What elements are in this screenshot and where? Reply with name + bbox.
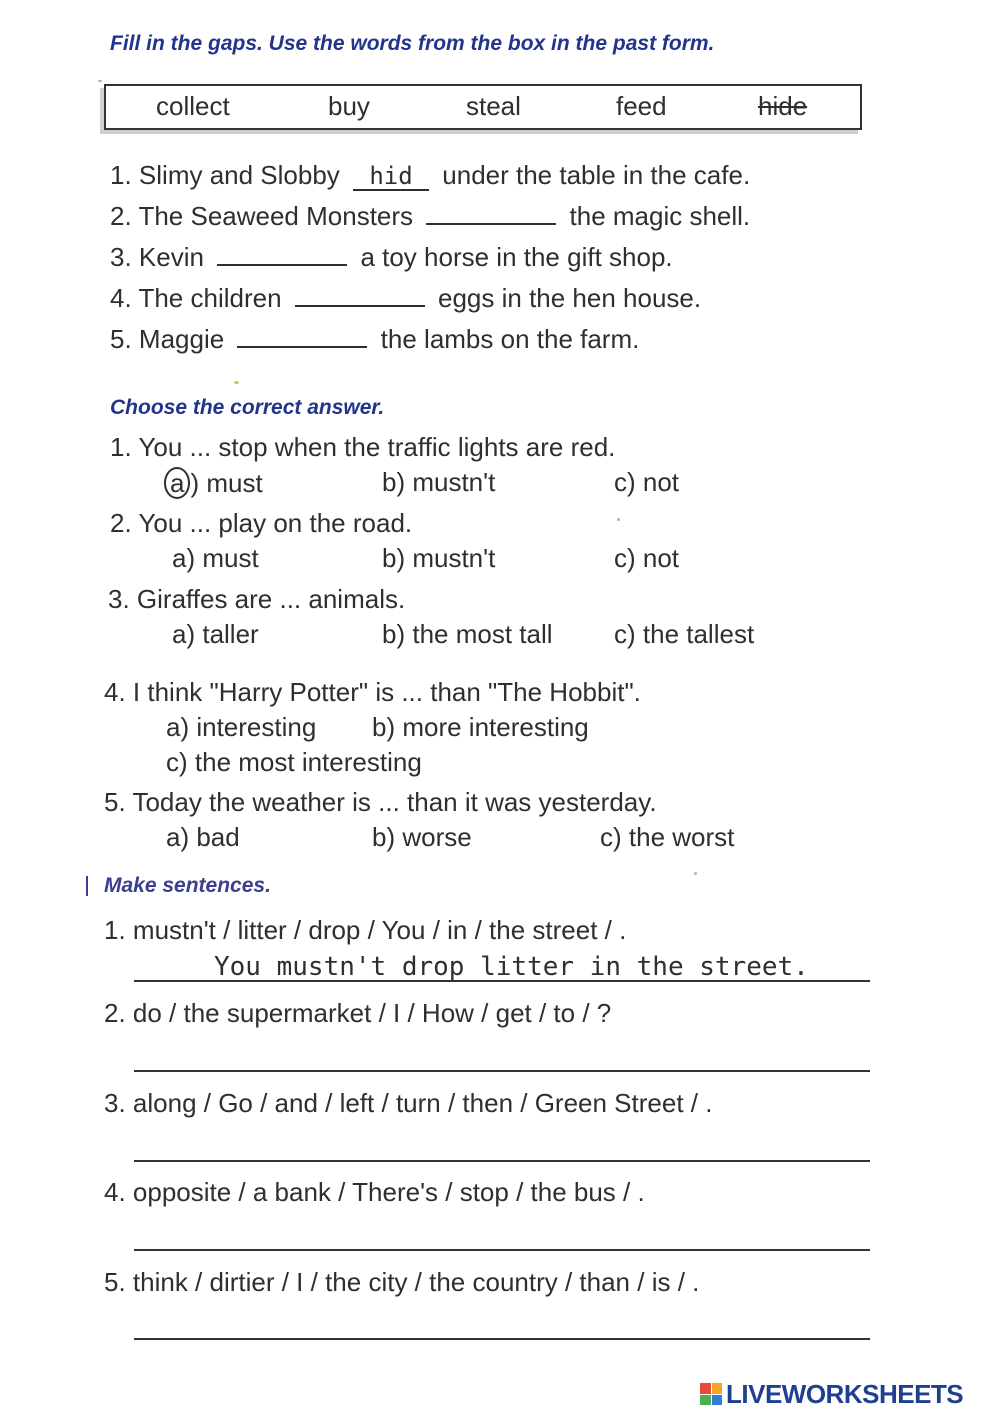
option-c[interactable]: c) not <box>614 543 680 573</box>
option-text: ) must <box>190 468 263 498</box>
gap-blank[interactable] <box>217 242 347 266</box>
item-text: the magic shell. <box>569 201 751 231</box>
gap-item <box>110 324 639 355</box>
scan-speck <box>694 872 697 875</box>
option-c[interactable]: c) the tallest <box>614 619 755 649</box>
scan-speck <box>234 381 239 384</box>
box-word: feed <box>616 91 667 121</box>
sentence-prompt: 1. mustn't / litter / drop / You / in / the street / . <box>104 915 627 945</box>
item-text: The children <box>138 283 282 313</box>
answer-line[interactable] <box>134 1160 870 1162</box>
liveworksheets-logo <box>700 1380 963 1408</box>
gap-item <box>110 242 673 273</box>
item-text: eggs in the hen house. <box>438 283 702 313</box>
scan-speck <box>617 518 620 521</box>
box-word: buy <box>328 91 370 121</box>
box-word-crossed: hide <box>758 91 808 121</box>
answer-line[interactable] <box>134 1249 870 1251</box>
gap-blank[interactable] <box>237 324 367 348</box>
gap-answer[interactable]: hid <box>353 163 429 191</box>
answer-line[interactable] <box>134 980 870 982</box>
sentence-prompt: 5. think / dirtier / I / the city / the country / than / is / . <box>104 1267 700 1297</box>
item-text: The Seaweed Monsters <box>138 201 414 231</box>
item-text: Kevin <box>138 242 204 272</box>
gap-blank[interactable] <box>295 283 425 307</box>
box-word: collect <box>156 91 230 121</box>
section-marker <box>86 876 88 896</box>
option-b[interactable]: b) the most tall <box>382 619 553 649</box>
question-text: 5. Today the weather is ... than it was yesterday. <box>104 787 657 817</box>
sentence-answer[interactable]: You mustn't drop litter in the street. <box>214 952 809 982</box>
gap-blank[interactable] <box>426 201 556 225</box>
answer-line[interactable] <box>134 1070 870 1072</box>
option-a[interactable]: a) must <box>172 543 259 573</box>
question-text: 3. Giraffes are ... animals. <box>108 584 406 614</box>
option-c[interactable]: c) the most interesting <box>166 747 422 777</box>
item-text: a toy horse in the gift shop. <box>360 242 673 272</box>
option-b[interactable]: b) worse <box>372 822 472 852</box>
answer-line[interactable] <box>134 1338 870 1340</box>
logo-text: LIVEWORKSHEETS <box>726 1378 964 1409</box>
sentence-prompt: 4. opposite / a bank / There's / stop / the bus / . <box>104 1177 645 1207</box>
option-a[interactable]: a) taller <box>172 619 259 649</box>
item-text: Maggie <box>138 324 225 354</box>
option-b[interactable]: b) mustn't <box>382 543 496 573</box>
item-number: 4. <box>110 283 132 313</box>
sentence-prompt: 2. do / the supermarket / I / How / get / to / ? <box>104 998 612 1028</box>
option-b[interactable]: b) mustn't <box>382 467 496 497</box>
logo-badge-icon <box>700 1383 722 1405</box>
item-number: 1. <box>110 160 132 190</box>
option-c[interactable]: c) not <box>614 467 680 497</box>
question-text: 2. You ... play on the road. <box>110 508 413 538</box>
box-word: steal <box>466 91 521 121</box>
gap-item <box>110 283 701 314</box>
scan-speck <box>98 80 102 82</box>
sentence-prompt: 3. along / Go / and / left / turn / then / Green Street / . <box>104 1088 713 1118</box>
word-box <box>104 84 862 130</box>
section3-heading: Make sentences. <box>104 874 271 897</box>
item-number: 2. <box>110 201 132 231</box>
option-c[interactable]: c) the worst <box>600 822 735 852</box>
question-text: 1. You ... stop when the traffic lights are red. <box>110 432 616 462</box>
option-a[interactable]: a) interesting <box>166 712 317 742</box>
section2-heading: Choose the correct answer. <box>110 396 385 419</box>
question-text: 4. I think "Harry Potter" is ... than "The Hobbit". <box>104 677 641 707</box>
item-text: under the table in the cafe. <box>442 160 751 190</box>
option-a[interactable]: a) bad <box>166 822 240 852</box>
gap-item <box>110 160 750 191</box>
gap-item <box>110 201 750 232</box>
option-b[interactable]: b) more interesting <box>372 712 589 742</box>
section1-heading: Fill in the gaps. Use the words from the box in the past form. <box>110 32 715 55</box>
option-a[interactable] <box>170 467 263 499</box>
item-number: 3. <box>110 242 132 272</box>
item-text: Slimy and Slobby <box>138 160 340 190</box>
item-text: the lambs on the farm. <box>380 324 640 354</box>
selected-answer-circle: a <box>164 467 190 499</box>
item-number: 5. <box>110 324 132 354</box>
